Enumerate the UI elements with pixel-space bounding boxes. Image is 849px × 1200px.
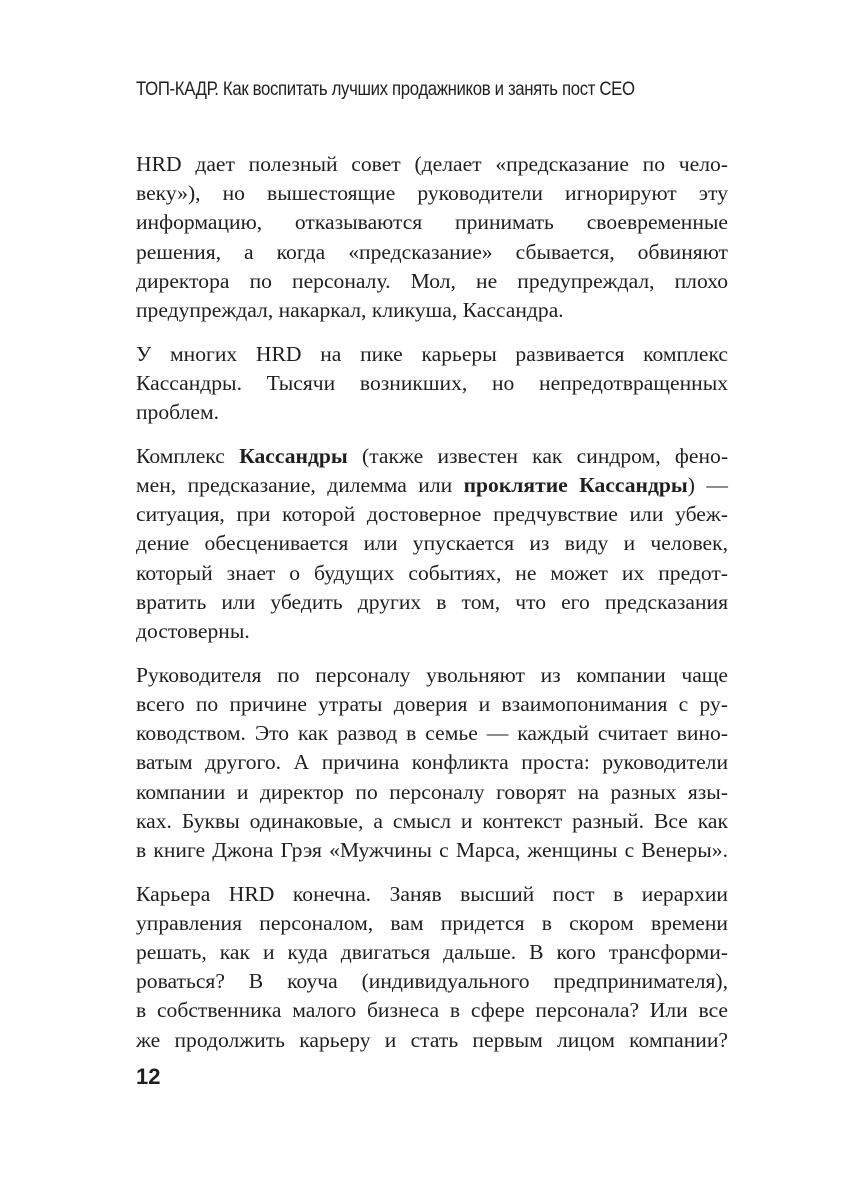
paragraph-4 xyxy=(136,661,728,865)
text-line: Карьера HRD конечна. Заняв высший пост в иерархии xyxy=(136,881,728,906)
text-line: ситуация, при которой достоверное предчувствие или убеж- xyxy=(136,502,728,527)
paragraph-1 xyxy=(136,150,728,325)
text-line: вратить или убедить других в том, что его предсказания xyxy=(136,589,728,614)
paragraph-5 xyxy=(136,880,728,1055)
text-line: Кассандры. Тысячи возникших, но непредотвращенных xyxy=(136,370,728,395)
text-line: проблем. xyxy=(136,400,220,425)
bold-term: Кассандры xyxy=(239,443,348,468)
text-line: веку»), но вышестоящие руководители игнорируют эту xyxy=(136,181,728,206)
text-run: (также известен как синдром, фено- xyxy=(347,443,729,468)
text-line: ководством. Это как развод в семье — каждый считает вино- xyxy=(136,721,728,746)
text-line: в собственника малого бизнеса в сфере персонала? Или все xyxy=(136,998,728,1023)
text-line: достоверны. xyxy=(136,619,250,643)
running-title: ТОП-КАДР. Как воспитать лучших продажников и занять пост CEO xyxy=(136,78,635,100)
text-line xyxy=(136,471,728,500)
text-line xyxy=(136,442,728,471)
text-line: компании и директор по персоналу говорят на разных язы- xyxy=(136,779,728,804)
text-line: предупреждал, накаркал, кликуша, Кассандра. xyxy=(136,297,564,322)
text-line: решения, а когда «предсказание» сбывается, обвиняют xyxy=(136,239,728,264)
text-line: ватым другого. А причина конфликта проста: руководители xyxy=(136,750,728,775)
text-line: У многих HRD на пике карьеры развивается комплекс xyxy=(136,341,728,366)
page-number: 12 xyxy=(136,1064,161,1089)
text-line: который знает о будущих событиях, не может их предот- xyxy=(136,560,728,585)
text-line: HRD дает полезный совет (делает «предсказание по чело- xyxy=(136,152,728,176)
text-line: всего по причине утраты доверия и взаимопонимания с ру- xyxy=(136,691,728,716)
text-line: же продолжить карьеру и стать первым лицом компании? xyxy=(136,1027,728,1052)
text-line: директора по персоналу. Мол, не предупреждал, плохо xyxy=(136,268,728,293)
text-line: ках. Буквы одинаковые, а смысл и контекст разный. Все как xyxy=(136,808,728,833)
text-line: дение обесценивается или упускается из виду и человек, xyxy=(136,531,728,556)
bold-term: проклятие Кассандры xyxy=(463,473,688,498)
text-run: ) — xyxy=(687,473,728,498)
text-line: в книге Джона Грэя «Мужчины с Марса, женщины с Венеры». xyxy=(136,837,728,862)
text-line: роваться? В коуча (индивидуального предпринимателя), xyxy=(136,969,728,994)
text-run: мен, предсказание, дилемма или xyxy=(136,473,464,498)
text-run: Комплекс xyxy=(136,443,240,468)
paragraph-3 xyxy=(136,442,728,646)
text-line: решать, как и куда двигаться дальше. В кого трансформи- xyxy=(136,940,728,965)
text-line: управления персоналом, вам придется в скором времени xyxy=(136,910,728,935)
text-line: информацию, отказываются принимать своевременные xyxy=(136,210,728,235)
body-text xyxy=(136,150,728,1069)
text-line: Руководителя по персоналу увольняют из компании чаще xyxy=(136,662,728,687)
paragraph-2 xyxy=(136,340,728,428)
